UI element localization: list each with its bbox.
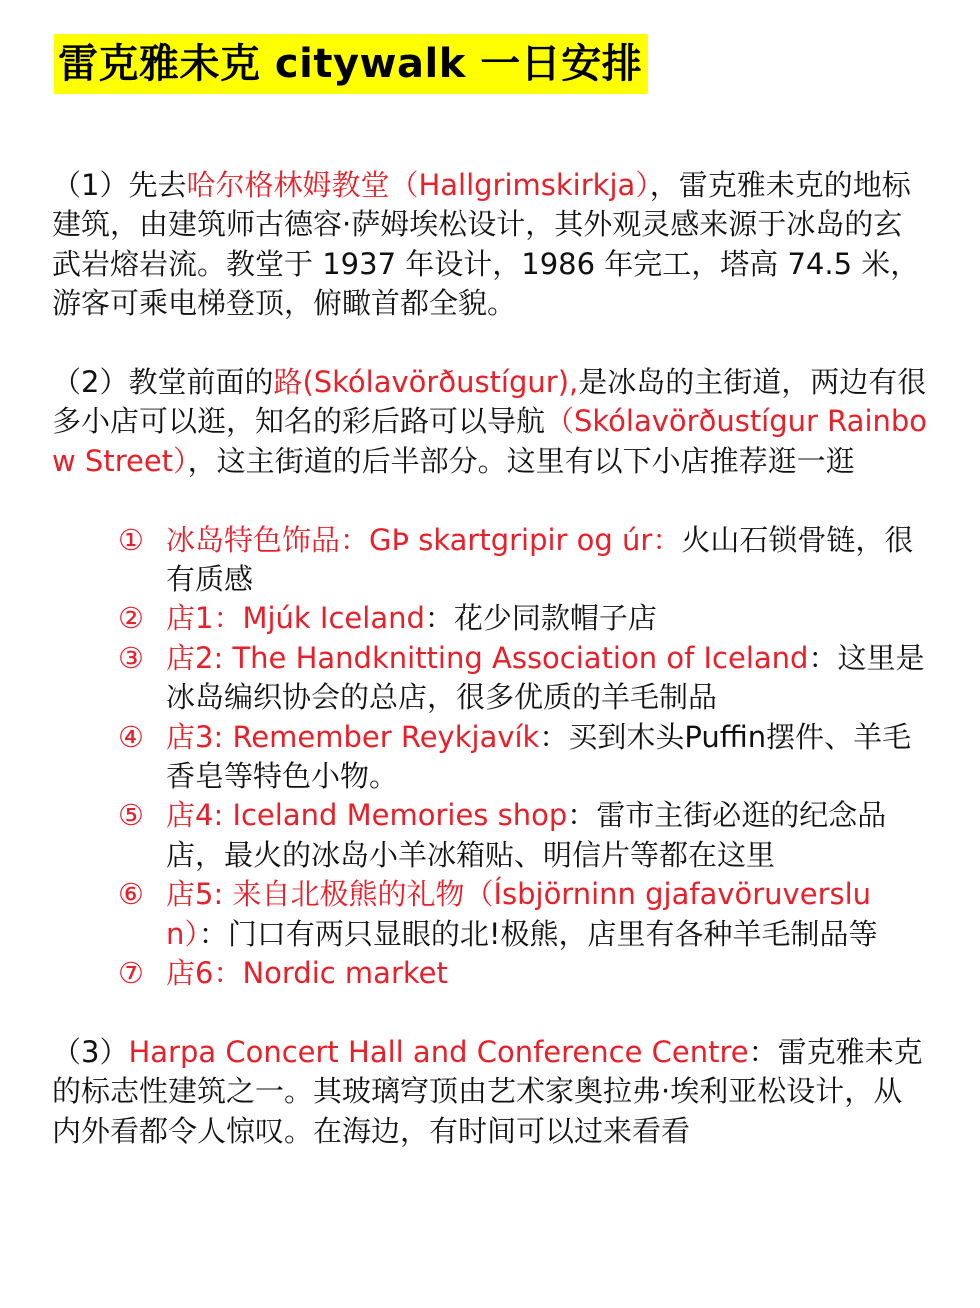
shop-name: 店2: The Handknitting Association of Iceland bbox=[166, 640, 809, 675]
list-item-text bbox=[166, 599, 928, 638]
list-item-number: ⑤ bbox=[118, 798, 144, 833]
list-item bbox=[52, 875, 928, 954]
section-2-highlight: 路(Skólavörðustígur), bbox=[273, 365, 579, 400]
section-1-highlight: 哈尔格林姆教堂（Hallgrimskirkja） bbox=[186, 168, 650, 202]
list-item-text bbox=[166, 796, 928, 875]
list-item bbox=[52, 639, 928, 718]
section-2-text: 是冰岛的主街道，两边有很多小店可以逛，知名的彩后路可以导航 bbox=[52, 365, 927, 439]
list-item bbox=[52, 599, 928, 638]
section-3-prefix: （3） bbox=[52, 1034, 129, 1069]
list-item-text bbox=[166, 639, 928, 718]
section-2-highlight-2: （Skólavörðustígur Rainbow Street） bbox=[52, 404, 928, 478]
list-item-number: ② bbox=[118, 601, 144, 636]
section-2-paragraph bbox=[52, 363, 928, 481]
section-1-prefix: （1）先去 bbox=[52, 168, 187, 202]
list-item bbox=[52, 796, 928, 875]
list-item bbox=[52, 954, 928, 993]
list-item-text bbox=[166, 718, 928, 797]
list-item-text bbox=[166, 875, 928, 954]
section-2-prefix: （2）教堂前面的 bbox=[52, 365, 274, 400]
list-item-number: ④ bbox=[118, 719, 144, 754]
shop-desc: ：门口有两只显眼的北!极熊，店里有各种羊毛制品等 bbox=[198, 916, 878, 951]
section-3-text: ：雷克雅未克的标志性建筑之一。其玻璃穹顶由艺术家奥拉弗·埃利亚松设计，从内外看都令人惊叹。在海边，有时间可以过来看看 bbox=[52, 1034, 923, 1148]
section-2-text-2: ，这主街道的后半部分。这里有以下小店推荐逛一逛 bbox=[187, 443, 855, 478]
list-item bbox=[52, 521, 928, 600]
shop-desc: ：买到木头Puffin摆件、羊毛香皂等特色小物。 bbox=[166, 719, 912, 794]
shop-name: 店6：Nordic market bbox=[166, 956, 448, 991]
section-3-highlight: Harpa Concert Hall and Conference Centre bbox=[128, 1034, 749, 1069]
section-1-text: ，雷克雅未克的地标建筑，由建筑师古德容·萨姆埃松设计，其外观灵感来源于冰岛的玄武岩熔岩流。教堂于 1937 年设计，1986 年完工，塔高 74.5 米，游客可乘电梯登顶，俯瞰首都全貌。 bbox=[52, 168, 920, 321]
list-item-text bbox=[166, 954, 928, 993]
shop-name: 店1：Mjúk Iceland bbox=[166, 601, 425, 636]
shop-name: 店5: 来自北极熊的礼物（Ísbjörninn gjafavöruverslun） bbox=[166, 877, 872, 951]
list-item-number: ① bbox=[118, 522, 144, 557]
shop-desc: ：雷市主街必逛的纪念品店，最火的冰岛小羊冰箱贴、明信片等都在这里 bbox=[166, 798, 887, 872]
page-title: 雷克雅未克 citywalk 一日安排 bbox=[54, 34, 648, 94]
shop-name: 冰岛特色饰品：GÞ skartgripir og úr： bbox=[166, 522, 682, 557]
article-body bbox=[52, 166, 928, 1191]
list-item bbox=[52, 718, 928, 797]
shop-desc: 火山石锁骨链，很有质感 bbox=[166, 522, 914, 597]
shop-name: 店3: Remember Reykjavík bbox=[166, 719, 540, 754]
shop-desc: ：花少同款帽子店 bbox=[424, 601, 657, 636]
list-item-number: ⑥ bbox=[118, 877, 144, 912]
list-item-text bbox=[166, 521, 928, 600]
shop-desc: ：这里是冰岛编织协会的总店，很多优质的羊毛制品 bbox=[166, 640, 925, 715]
shop-name: 店4: Iceland Memories shop bbox=[166, 798, 568, 833]
list-item-number: ③ bbox=[118, 640, 144, 675]
section-1-paragraph bbox=[52, 166, 928, 324]
list-item-number: ⑦ bbox=[118, 956, 144, 991]
section-3-paragraph bbox=[52, 1033, 928, 1151]
shop-list bbox=[52, 521, 928, 994]
